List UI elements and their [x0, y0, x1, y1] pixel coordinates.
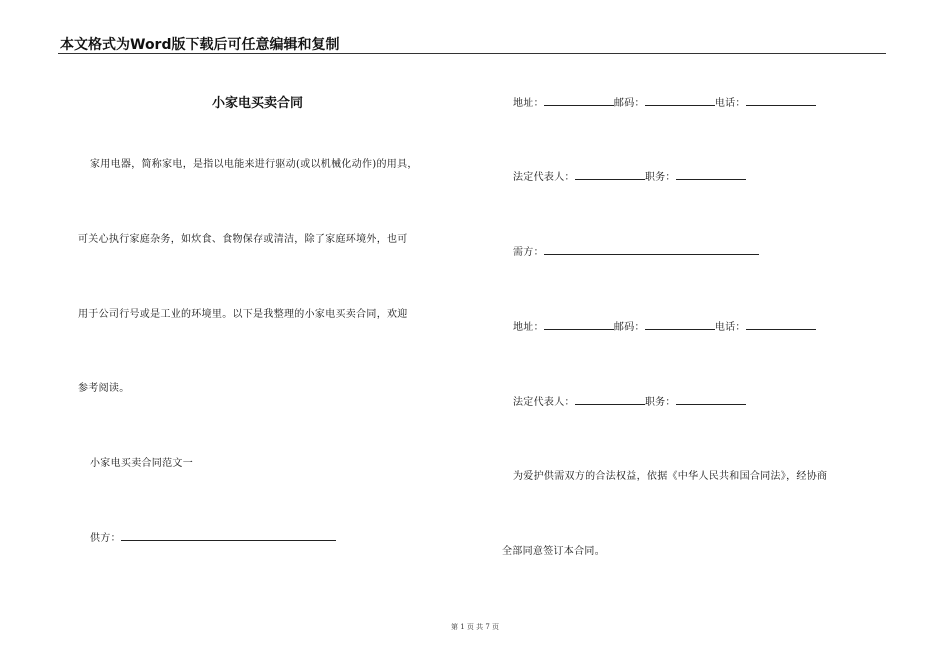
header-divider [58, 53, 886, 54]
phone-blank [746, 96, 816, 106]
intro-line-1: 家用电器，简称家电，是指以电能来进行驱动(或以机械化动作)的用具， [90, 159, 418, 170]
intro-line-2: 可关心执行家庭杂务，如炊食、食物保存或清洁，除了家庭环境外，也可 [78, 234, 408, 245]
phone-label-2: 电话： [714, 322, 746, 333]
address-label: 地址： [513, 98, 544, 109]
supplier-row [90, 529, 336, 544]
legal-rep-label-2: 法定代表人： [513, 397, 575, 408]
legal-rep-blank [575, 170, 645, 180]
intro-line-3: 用于公司行号或是工业的环境里。以下是我整理的小家电买卖合同，欢迎 [78, 309, 408, 320]
postcode-blank [645, 96, 715, 106]
supplier-legal-rep-row [513, 168, 746, 183]
supplier-contact-row [513, 94, 816, 109]
phone-label: 电话： [714, 98, 746, 109]
postcode-label-2: 邮码： [613, 322, 645, 333]
section-title: 小家电买卖合同范文一 [90, 458, 193, 469]
position-blank-2 [676, 395, 746, 405]
document-title: 小家电买卖合同 [212, 96, 304, 111]
address-blank [544, 96, 614, 106]
address-label-2: 地址： [513, 322, 544, 333]
postcode-blank-2 [645, 320, 715, 330]
buyer-label: 需方： [513, 247, 544, 258]
supplier-blank [121, 531, 336, 541]
page-number: 第 1 页 共 7 页 [450, 623, 500, 631]
buyer-contact-row [513, 318, 816, 333]
position-label: 职务： [644, 172, 676, 183]
position-label-2: 职务： [644, 397, 676, 408]
position-blank [676, 170, 746, 180]
address-blank-2 [544, 320, 614, 330]
phone-blank-2 [746, 320, 816, 330]
buyer-legal-rep-row [513, 393, 746, 408]
buyer-blank [544, 245, 759, 255]
clause-line-1: 为爱护供需双方的合法权益，依据《中华人民共和国合同法》，经协商 [513, 471, 828, 482]
legal-rep-blank-2 [575, 395, 645, 405]
postcode-label: 邮码： [613, 98, 645, 109]
page-header-text: 本文格式为Word版下载后可任意编辑和复制 [60, 37, 340, 53]
buyer-row [513, 243, 759, 258]
supplier-label: 供方： [90, 533, 121, 544]
intro-line-4: 参考阅读。 [78, 383, 130, 394]
clause-line-2: 全部同意签订本合同。 [502, 546, 605, 557]
legal-rep-label: 法定代表人： [513, 172, 575, 183]
